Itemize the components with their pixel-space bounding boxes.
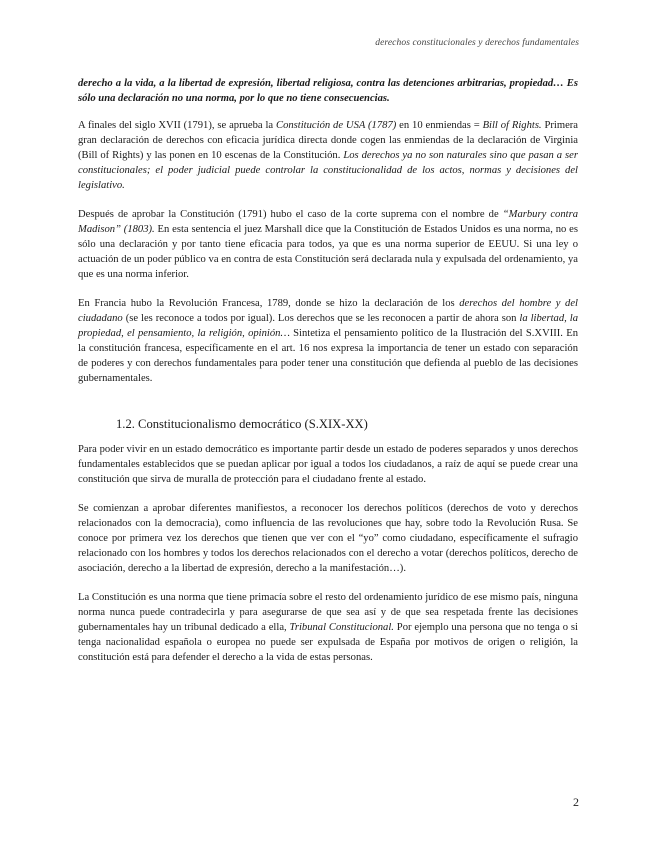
running-header: derechos constitucionales y derechos fundamentales: [375, 38, 579, 48]
paragraph-political-rights: Se comienzan a aprobar diferentes manifiestos, a reconocer los derechos políticos (derechos de voto y derechos relacionados con la democracia), como influencia de las revoluciones que hay, sobre todo la Revolución Rusa. Se conoce por primera vez los derechos que tienen que ver con el “yo” como ciudadano, específicamente el sufragio relacionado con los hombres y todos los derechos relacionados con el derecho a votar (derechos políticos, derecho de asociación, derecho a la libertad de expresión, derecho a la manifestación…).: [78, 503, 578, 574]
page-content: [78, 76, 578, 679]
text-run: (se les reconoce a todos por igual). Los derechos que se les reconocen a partir de ahora son: [122, 313, 520, 324]
text-run: Primera gran declaración de derechos con eficacia jurídica directa donde cogen las enmiendas de la declaración de Virginia (Bill of Rights) y las ponen en 10 escenas de la Constitución.: [78, 120, 579, 161]
text-run: En Francia hubo la Revolución Francesa, 1789, donde se hizo la declaración de los: [78, 298, 460, 309]
text-run: La Constitución es una norma que tiene primacía sobre el resto del ordenamiento jurídico de ese mismo país, ninguna norma nunca puede contradecirla y para asegurarse de que sea así y de que sea respetada frente las decisiones gubernamentales hay un tribunal dedicado a ella,: [78, 592, 578, 633]
paragraph-marbury: [78, 207, 578, 282]
paragraph-democratic-state: Para poder vivir en un estado democrático es importante partir desde un estado de poderes separados y unos derechos fundamentales establecidos que se puedan aplicar por igual a todos los ciudadanos, a raíz de aquí se puede crear una constitución que sirva de muralla de protección para el ciudadano frente al estado.: [78, 444, 578, 485]
text-run-italic: Bill of Rights.: [482, 120, 542, 131]
paragraph-usa-constitution: [78, 118, 578, 193]
paragraph-french-revolution: [78, 296, 578, 386]
text-run-italic: Constitución de USA (1787): [276, 120, 397, 131]
text-run: En esta sentencia el juez Marshall dice que la Constitución de Estados Unidos es una norma, no es sólo una declaración y por tanto tiene eficacia para todos, ya que es una norma superior de EEUU. Si una ley o actuación de un poder público va en contra de esta Constitución será declarada nula y expulsada del ordenamiento, ya que es una norma inferior.: [78, 224, 578, 280]
text-run: en 10 enmiendas =: [396, 120, 483, 131]
text-run-italic: derechos del hombre y del ciudadano: [78, 298, 578, 324]
paragraph-continuation: derecho a la vida, a la libertad de expresión, libertad religiosa, contra las detenciones arbitrarias, propiedad… Es sólo una declaración no una norma, por lo que no tiene consecuencias.: [78, 78, 578, 104]
text-run: A finales del siglo XVII (1791), se aprueba la: [78, 120, 277, 131]
text-run-italic: la libertad, la propiedad, el pensamiento, la religión, opinión…: [78, 313, 578, 339]
section-heading: 1.2. Constitucionalismo democrático (S.XIX-XX): [116, 417, 368, 431]
text-run: Por ejemplo una persona que no tenga o si tenga nacionalidad española o europea no puede ser expulsada de España por motivos de origen o religión, la constitución está para defender el derecho a la vida de estas personas.: [78, 622, 578, 663]
text-run: Después de aprobar la Constitución (1791) hubo el caso de la corte suprema con el nombre de: [78, 209, 503, 220]
page-number: 2: [573, 795, 579, 809]
text-run-italic: Tribunal Constitucional.: [289, 622, 394, 633]
text-run: Sintetiza el pensamiento político de la Ilustración del S.XVIII. En la constitución francesa, específicamente en el art. 16 nos expresa la importancia de tener un estado con separación de poderes y con derechos fundamentales para poder tener una constitución que defienda al pueblo de las decisiones gubernamentales.: [78, 328, 578, 384]
text-run-italic: Los derechos ya no son naturales sino que pasan a ser constitucionales; el poder judicial puede controlar la constitucionalidad de los actos, normas y decisiones del legislativo.: [78, 150, 578, 191]
paragraph-constitution-primacy: [78, 590, 578, 665]
text-run-italic: “Marbury contra Madison” (1803).: [78, 209, 578, 235]
